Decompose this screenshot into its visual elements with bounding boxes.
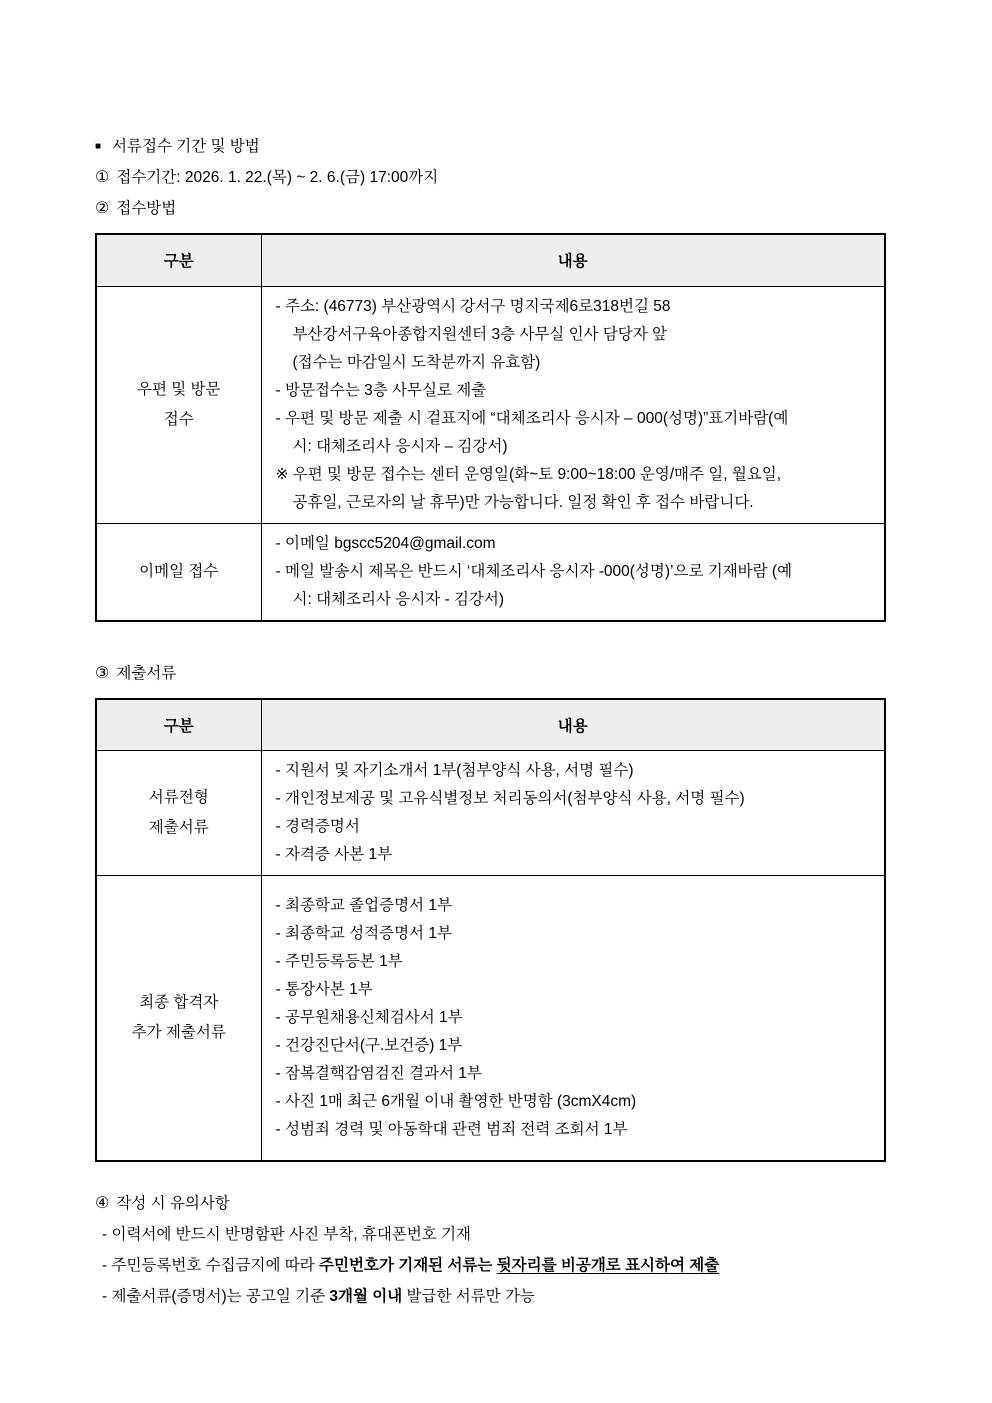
- category-cell-final-docs: [96, 876, 261, 1162]
- category-line: 서류전형: [148, 789, 209, 806]
- table-header-row: [96, 234, 885, 286]
- table-row: [96, 876, 885, 1162]
- content-cell-screening-docs: [261, 751, 885, 876]
- submission-docs-title: 제출서류: [116, 664, 177, 682]
- note-text-bold: 3개월 이내: [329, 1288, 403, 1305]
- intro-item-method: [95, 193, 886, 224]
- note-text-bold: 주민번호가 기재된 서류는: [319, 1257, 497, 1274]
- content-line: 부산강서구육아종합지원센터 3층 사무실 인사 담당자 앞: [292, 325, 668, 343]
- content-line: ※ 우편 및 방문 접수는 센터 운영일(화~토 9:00~18:00 운영/매주 일, 월요일,: [275, 465, 782, 483]
- content-line: - 경력증명서: [275, 818, 360, 835]
- category-line: 접수: [163, 410, 194, 428]
- content-line: - 건강진단서(구.보건증) 1부: [275, 1037, 463, 1054]
- table-header-row: [96, 699, 885, 751]
- content-line: - 방문접수는 3층 사무실로 제출: [275, 381, 487, 399]
- category-line: 이메일 접수: [139, 562, 219, 580]
- content-line: 시: 대체조리사 응시자 - 김강서): [292, 590, 505, 608]
- square-bullet-icon: ■: [95, 141, 102, 152]
- content-line: - 성범죄 경력 및 아동학대 관련 범죄 전력 조회서 1부: [275, 1121, 628, 1138]
- note-resume-photo: [95, 1219, 886, 1250]
- content-line: - 최종학교 졸업증명서 1부: [275, 897, 452, 914]
- note-text-bold-underline: 뒷자리를 비공개로 표시하여 제출: [496, 1257, 720, 1274]
- content-line: - 주민등록등본 1부: [275, 953, 403, 970]
- section-title-row: [95, 131, 886, 162]
- document-page: [95, 131, 886, 1312]
- circled-one-icon: ①: [95, 169, 110, 186]
- content-line: 공휴일, 근로자의 날 휴무)만 가능합니다. 일정 확인 후 접수 바랍니다.: [292, 493, 754, 511]
- reception-method-table: [95, 233, 886, 622]
- table-row: [96, 523, 885, 621]
- note-resident-number: [95, 1250, 886, 1281]
- category-line: 추가 제출서류: [131, 1024, 226, 1041]
- content-line: - 이메일 bgscc5204@gmail.com: [275, 534, 496, 552]
- writing-notes-title: 작성 시 유의사항: [116, 1195, 230, 1212]
- column-header-category: 구분: [96, 699, 261, 751]
- reception-period-text: 접수기간: 2026. 1. 22.(목) ~ 2. 6.(금) 17:00까지: [116, 169, 439, 186]
- content-cell-mail-visit: [261, 286, 885, 523]
- content-line: - 사진 1매 최근 6개월 이내 촬영한 반명함 (3cmX4cm): [275, 1093, 637, 1110]
- content-line: - 주소: (46773) 부산광역시 강서구 명지국제6로318번길 58: [275, 297, 671, 315]
- category-line: 최종 합격자: [139, 994, 219, 1011]
- content-line: - 공무원채용신체검사서 1부: [275, 1009, 463, 1026]
- content-line: - 잠복결핵감염검진 결과서 1부: [275, 1065, 482, 1082]
- content-line: (접수는 마감일시 도착분까지 유효함): [292, 353, 541, 371]
- table-row: [96, 286, 885, 523]
- category-cell-screening-docs: [96, 751, 261, 876]
- submission-docs-heading: [95, 658, 886, 689]
- content-line: - 우편 및 방문 제출 시 겉표지에 “대체조리사 응시자 – 000(성명)”표기바람(예: [275, 409, 789, 427]
- writing-notes-heading: [95, 1188, 886, 1219]
- table-row: [96, 751, 885, 876]
- content-line: 시: 대체조리사 응시자 – 김강서): [292, 437, 508, 455]
- category-cell-mail-visit: [96, 286, 261, 523]
- circled-two-icon: ②: [95, 200, 110, 217]
- reception-method-label: 접수방법: [116, 200, 177, 217]
- content-line: - 최종학교 성적증명서 1부: [275, 925, 452, 942]
- note-text: - 제출서류(증명서)는 공고일 기준: [102, 1288, 330, 1305]
- circled-four-icon: ④: [95, 1195, 110, 1212]
- content-line: - 개인정보제공 및 고유식별정보 처리동의서(첨부양식 사용, 서명 필수): [275, 790, 745, 807]
- note-text: - 이력서에 반드시 반명함판 사진 부착, 휴대폰번호 기재: [102, 1226, 472, 1243]
- column-header-category: 구분: [96, 234, 261, 286]
- intro-item-period: [95, 162, 886, 193]
- category-line: 우편 및 방문: [137, 380, 221, 398]
- content-line: - 통장사본 1부: [275, 981, 373, 998]
- content-cell-final-docs: [261, 876, 885, 1162]
- content-line: - 지원서 및 자기소개서 1부(첨부양식 사용, 서명 필수): [275, 762, 634, 779]
- column-header-content: 내용: [261, 699, 885, 751]
- content-cell-email: [261, 523, 885, 621]
- note-issue-date: [95, 1281, 886, 1312]
- category-cell-email: [96, 523, 261, 621]
- category-line: 제출서류: [148, 819, 209, 836]
- column-header-content: 내용: [261, 234, 885, 286]
- note-text: - 주민등록번호 수집금지에 따라: [102, 1257, 320, 1274]
- section-title: 서류접수 기간 및 방법: [112, 138, 260, 155]
- note-text: 발급한 서류만 가능: [402, 1288, 535, 1305]
- submission-docs-table: [95, 698, 886, 1163]
- content-line: - 자격증 사본 1부: [275, 846, 393, 863]
- circled-three-icon: ③: [95, 664, 110, 682]
- content-line: - 메일 발송시 제목은 반드시 ‘대체조리사 응시자 -000(성명)’으로 기재바람 (예: [275, 562, 793, 580]
